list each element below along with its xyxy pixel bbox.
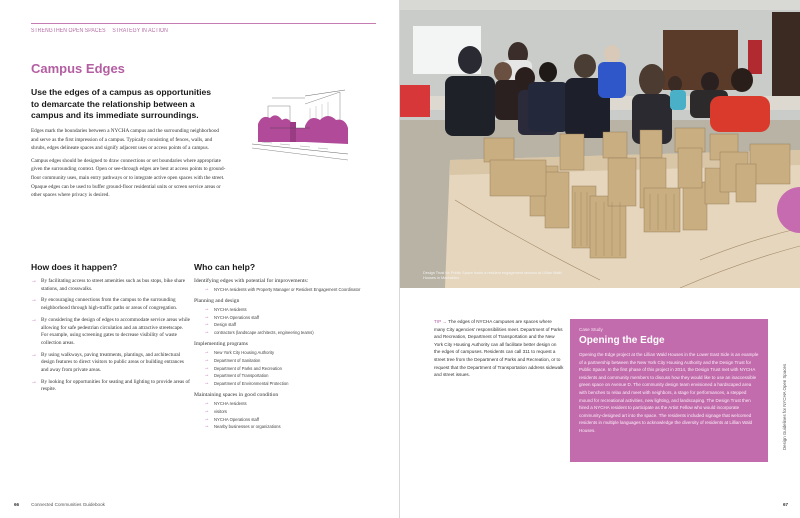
how-heading: How does it happen? (31, 262, 118, 272)
case-study-box (570, 319, 768, 462)
who-item: → NYCHA Operations staff (204, 313, 260, 320)
who-group-title: Maintaining spaces in good condition (194, 391, 279, 398)
page-title: Campus Edges (31, 61, 125, 76)
who-group-planning (194, 298, 389, 337)
case-study-body: Opening the Edge project at the Lillian Wald Houses in the Lower East Side is an example of a partnership between the New York City Housing Authority and the Design Trust for Public Space. In the first phase of this project in 2014, the Design Trust met with NYCHA residents and community members to discuss how they would like to use an inaccessible green space on Avenue D. The community design team envisioned a hardscaped area with benches to relax and meet with neighbors, a stage for performances, a stepped mound for recreational activities, new lighting, and landscaping. The Design Trust then hired a NYCHA resident to participate as the Artist Fellow who would incorporate community-designed art into the space. The residents included signage that welcomed residents in multiple languages to acknowledge the diversity of residents at Lillian Wald Houses. (579, 352, 759, 433)
arrow-right-icon: → (204, 415, 210, 422)
how-item: → By looking for opportunities for seating and lighting to provide areas of respite. (31, 378, 190, 393)
breadcrumb-section: STRENGTHEN OPEN SPACES (31, 28, 106, 34)
arrow-right-icon: → (204, 305, 210, 312)
who-heading: Who can help? (194, 262, 256, 272)
page-number: 66 (14, 502, 20, 507)
how-item: → By using walkways, paving treatments, plantings, and architectural design features to direct visitors to public areas or building entrances and away from private areas. (31, 351, 184, 374)
how-list (31, 278, 191, 394)
who-group-identifying (194, 278, 389, 294)
campus-edge-illustration (250, 84, 350, 164)
who-item: → NYCHA residents with Property Manager or Resident Engagement Coordinator (204, 286, 361, 292)
arrow-right-icon: → (204, 321, 210, 328)
who-item: → contractors (landscape architects, engineering teams) (204, 329, 314, 336)
body-paragraph: Edges mark the boundaries between a NYCHA campus and the surrounding neighborhood and serve as the first impression of a campus. Typically consisting of fences, walls, and shrubs, edges delineate spaces and signify adjacent uses or access points of a campus. (31, 128, 220, 152)
arrow-right-icon: → (31, 351, 37, 358)
who-item: → visitors (204, 407, 228, 414)
case-study-title: Opening the Edge (579, 335, 665, 346)
tip-box (434, 318, 564, 379)
footer-left (14, 502, 105, 507)
who-group-title: Planning and design (194, 297, 240, 304)
who-group-title: Implementing programs (194, 340, 248, 347)
how-item: → By facilitating access to street amenities such as bus stops, bike share stations, and crosswalks. (31, 278, 186, 292)
arrow-right-icon: → (31, 316, 37, 323)
who-section (194, 262, 389, 435)
who-item: → Department of Parks and Recreation (204, 364, 282, 371)
how-item: → By encouraging connections from the campus to the surrounding neighborhood through high-traffic paths or areas of congregation. (31, 297, 178, 312)
lead-paragraph: Use the edges of a campus as opportunities to demarcate the relationship between a campus and its immediate surroundings. (31, 87, 212, 120)
who-item: → Department of Sanitation (204, 356, 261, 363)
who-item: → Nearby businesses or organizations (204, 423, 281, 430)
arrow-right-icon: → (204, 364, 210, 371)
case-study-kicker: Case Study (579, 327, 603, 332)
who-group-maintaining (194, 392, 389, 431)
arrow-right-icon: → (204, 423, 210, 430)
arrow-right-icon: → (204, 286, 210, 292)
who-item: → Department of Environmental Protection (204, 380, 289, 387)
page-number: 67 (783, 502, 789, 507)
header-rule (31, 23, 376, 24)
how-section (31, 262, 191, 398)
book-title: Connected Communities Guidebook (31, 502, 105, 507)
arrow-right-icon: → (204, 399, 210, 406)
body-copy (31, 127, 226, 204)
arrow-right-icon: → (31, 297, 37, 304)
arrow-right-icon: → (31, 378, 37, 385)
tip-text: The edges of NYCHA campuses are spaces where many City agencies' responsibilities meet. Department of Parks and Recreation, Department of Transportation and the New York City Housing Authority can all facilitate better design on the edges of campuses. Residents can call 311 to request a street tree from the Department of Parks and Recreation, or to request that the Department of Transportation address sidewalk and street issues. (434, 319, 564, 378)
arrow-right-icon: → (204, 407, 210, 414)
who-item: → NYCHA residents (204, 399, 247, 406)
arrow-right-icon: → (204, 372, 210, 379)
tip-label: TIP → (434, 319, 447, 324)
side-running-title: Design Guidelines for NYCHA Open Spaces (782, 363, 787, 450)
arrow-right-icon: → (204, 329, 210, 336)
who-item: → Design staff (204, 321, 237, 328)
body-paragraph: Campus edges should be designed to draw connections or set boundaries where appropriate given the surrounding context. Open or see-through edges are best at access points to ground-floor community uses, main entry pathways or to integrate active open spaces with the street. Opaque edges can be used to buffer ground-floor residential units or screen service areas or other spaces where privacy is desired. (31, 157, 226, 199)
who-item: → NYCHA residents (204, 305, 247, 312)
who-item: → Department of Transportation (204, 372, 269, 379)
who-group-title: Identifying edges with potential for improvements: (194, 278, 309, 284)
who-group-implementing (194, 341, 389, 388)
breadcrumb (31, 28, 168, 34)
arrow-right-icon: → (204, 356, 210, 363)
right-page (400, 0, 800, 518)
breadcrumb-subsection: STRATEGY IN ACTION (112, 28, 168, 34)
who-item: → NYCHA Operations staff (204, 415, 260, 422)
who-item: → New York City Housing Authority (204, 348, 275, 355)
arrow-right-icon: → (204, 380, 210, 387)
engagement-session-photo (400, 0, 800, 288)
arrow-right-icon: → (204, 348, 210, 355)
photo-caption: Design Trust for Public Space hosts a resident engagement session at Lillian Wald Houses in Manhattan. (423, 271, 562, 280)
how-item: → By considering the design of edges to accommodate service areas while allowing for safe pedestrian circulation and an attractive streetscape. For example, using screening gates to decrease visibility of waste collection areas. (31, 316, 190, 346)
arrow-right-icon: → (204, 313, 210, 320)
arrow-right-icon: → (31, 278, 37, 284)
